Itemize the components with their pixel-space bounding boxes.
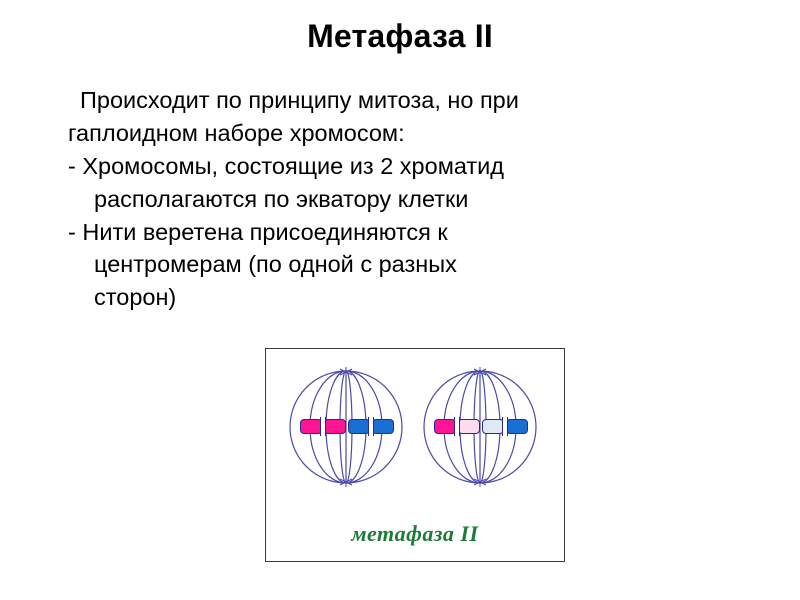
body-line: сторон): [94, 284, 177, 311]
body-line: центромерам (по одной с разных: [94, 251, 457, 278]
slide-body: [62, 84, 702, 314]
body-line: - Нити веретена присоединяются к: [68, 218, 448, 245]
left-cell: [282, 361, 410, 493]
figure-caption: метафаза II: [351, 521, 479, 546]
page-title: Метафаза II: [307, 18, 493, 54]
body-line: Происходит по принципу митоза, но при: [80, 87, 519, 113]
body-line: - Хромосомы, состоящие из 2 хроматид: [68, 152, 505, 179]
magenta-chromosome: [300, 419, 346, 434]
body-line: располагаются по экватору клетки: [94, 185, 469, 212]
body-line: гаплоидном наборе хромосом:: [68, 119, 405, 146]
metaphase-diagram: [265, 348, 565, 562]
blue-chromosome: [482, 419, 528, 434]
diagram-cells: [276, 361, 556, 501]
magenta-chromosome: [434, 419, 480, 434]
right-cell: [416, 361, 544, 493]
blue-chromosome: [348, 419, 394, 434]
